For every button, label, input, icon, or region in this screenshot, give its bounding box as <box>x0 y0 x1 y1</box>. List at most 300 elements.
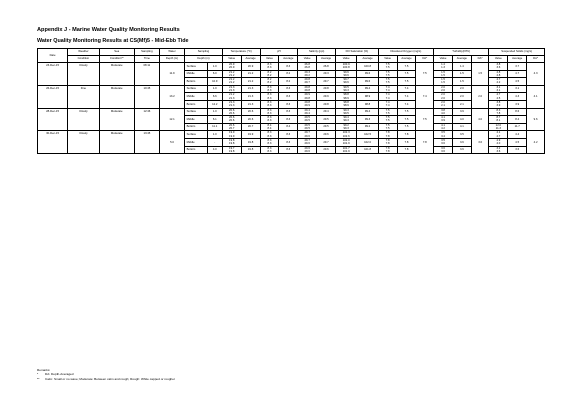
sampling-time-cell: 12:46 <box>134 108 159 131</box>
temperature-values-reading: 19.8 <box>229 149 235 153</box>
suspended-solids-values <box>489 70 508 78</box>
do-saturation-average: 99.6 <box>357 70 378 78</box>
dissolved-oxygen-values-reading: 7.4 <box>385 104 390 108</box>
do-saturation-values <box>335 70 356 78</box>
temperature-values-reading: 21.3 <box>229 96 235 100</box>
ss-value-header: Value <box>489 56 508 63</box>
turbidity-values-reading: 4.0 <box>441 111 445 115</box>
col-temperature: Temperature (°C) <box>222 49 260 56</box>
suspended-solids-values <box>489 78 508 86</box>
temperature-average: 19.9 <box>241 131 260 139</box>
salinity-values-reading: 26.8 <box>304 63 310 67</box>
do-saturation-values-reading: 98.9 <box>343 104 349 108</box>
dissolved-oxygen-average: 7.4 <box>397 100 416 108</box>
ph-values-reading: 8.2 <box>267 81 272 85</box>
depth-level-cell: Surface <box>185 85 208 93</box>
temperature-values-reading: 20.6 <box>229 123 235 127</box>
turbidity-average: 2.0 <box>452 93 471 101</box>
sea-condition-cell: Moderate <box>99 85 134 108</box>
remarks <box>37 368 175 381</box>
do-saturation-values <box>335 138 356 146</box>
do-saturation-average: 99.6 <box>357 78 378 86</box>
dissolved-oxygen-values <box>378 131 397 139</box>
do-saturation-values <box>335 85 356 93</box>
table-row <box>38 131 545 139</box>
turbidity-average: 4.0 <box>452 116 471 124</box>
salinity-average-header: Average <box>317 56 336 63</box>
salinity-values-reading: 29.8 <box>304 85 310 89</box>
dissolved-oxygen-values-reading: 7.5 <box>385 81 390 85</box>
turbidity-values-reading: 1.3 <box>441 66 445 70</box>
do-saturation-values-reading: 102.3 <box>342 131 350 135</box>
ph-values-reading: 8.3 <box>267 134 272 138</box>
depth-level-cell: Middle <box>185 138 208 146</box>
col-date: Date <box>38 49 68 63</box>
suspended-solids-values-reading: 7.8 <box>496 111 501 115</box>
suspended-solids-average: 8.6 <box>508 108 527 116</box>
table-row <box>38 63 545 71</box>
ph-values <box>260 123 279 131</box>
suspended-solids-values-reading: 3.9 <box>496 104 501 108</box>
suspended-solids-values-reading: 3.8 <box>496 63 501 67</box>
ph-value-header: Value <box>260 56 279 63</box>
dissolved-oxygen-values-reading: 7.5 <box>385 127 390 131</box>
salinity-values-reading: 29.9 <box>304 104 310 108</box>
depth-level-cell: Surface <box>185 108 208 116</box>
suspended-solids-average: 3.6 <box>508 146 527 154</box>
date-cell: 28-Dec-15 <box>38 108 68 131</box>
temperature-values-reading: 19.9 <box>229 134 235 138</box>
do-saturation-average: 102.5 <box>357 131 378 139</box>
ph-values-reading: 8.3 <box>267 66 272 70</box>
ph-values-reading: 8.3 <box>267 85 272 89</box>
salinity-values <box>298 100 317 108</box>
temp-value-header: Value <box>222 56 241 63</box>
temperature-values <box>222 131 241 139</box>
do-saturation-values <box>335 131 356 139</box>
do-saturation-values-reading: 100.9 <box>342 63 350 67</box>
ph-values <box>260 108 279 116</box>
temp-average-header: Average <box>241 56 260 63</box>
col-dissolved-oxygen: Dissolved Oxygen (mg/L) <box>378 49 433 56</box>
dissolved-oxygen-values <box>378 100 397 108</box>
ph-values-reading: 8.2 <box>267 78 272 82</box>
sampling-depth-cell: 1.0 <box>207 108 222 116</box>
ph-values-reading: 8.3 <box>267 108 272 112</box>
suspended-solids-values <box>489 100 508 108</box>
turbidity-values-reading: 2.1 <box>441 104 445 108</box>
ph-average: 8.2 <box>279 70 298 78</box>
temperature-values-reading: 21.2 <box>229 70 235 74</box>
sampling-time-cell: 10:45 <box>134 85 159 108</box>
ph-average: 8.3 <box>279 116 298 124</box>
dissolved-oxygen-values-reading: 7.4 <box>385 96 390 100</box>
dissolved-oxygen-values <box>378 108 397 116</box>
dissolved-oxygen-values-reading: 7.4 <box>385 93 390 97</box>
salinity-average: 29.5 <box>317 116 336 124</box>
temperature-values <box>222 70 241 78</box>
temperature-values-reading: 20.6 <box>229 111 235 115</box>
salinity-values <box>298 93 317 101</box>
salinity-values <box>298 131 317 139</box>
salinity-average: 29.8 <box>317 100 336 108</box>
temperature-average: 19.8 <box>241 146 260 154</box>
turbidity-da: 1.5 <box>471 63 489 86</box>
turbidity-average: 2.0 <box>452 85 471 93</box>
col-sampling-depth-sub: Depth (m) <box>185 56 223 63</box>
salinity-values-reading: 29.8 <box>304 89 310 93</box>
salinity-average: 29.3 <box>317 70 336 78</box>
dissolved-oxygen-values <box>378 138 397 146</box>
date-cell: 30-Dec-15 <box>38 131 68 154</box>
dissolved-oxygen-values-reading: 7.4 <box>385 101 390 105</box>
salinity-values-reading: 29.6 <box>304 134 310 138</box>
do-saturation-values <box>335 78 356 86</box>
ph-values-reading: 8.3 <box>267 119 272 123</box>
do-saturation-values <box>335 123 356 131</box>
sea-condition-cell: Moderate <box>99 108 134 131</box>
do-saturation-values <box>335 108 356 116</box>
salinity-values <box>298 138 317 146</box>
turbidity-values-reading: 4.1 <box>441 116 445 120</box>
suspended-solids-average: 4.4 <box>508 131 527 139</box>
ph-average: 8.3 <box>279 63 298 71</box>
salinity-values <box>298 63 317 71</box>
do-saturation-values-reading: 99.5 <box>343 111 349 115</box>
temperature-average: 20.6 <box>241 116 260 124</box>
salinity-values-reading: 29.7 <box>304 131 310 135</box>
appendix-title: Appendix J - Marine Water Quality Monitoring Results <box>37 27 180 33</box>
suspended-solids-values-reading: 3.6 <box>496 149 501 153</box>
do-saturation-values-reading: 99.3 <box>343 108 349 112</box>
ph-values <box>260 63 279 71</box>
dissolved-oxygen-average: 7.5 <box>397 63 416 71</box>
suspended-solids-values-reading: 4.9 <box>496 139 501 143</box>
water-depth-cell: 12.1 <box>159 108 184 131</box>
dissolved-oxygen-average: 7.4 <box>397 85 416 93</box>
do-saturation-values-reading: 101.9 <box>342 142 350 146</box>
temperature-values <box>222 138 241 146</box>
turbidity-average: 4.1 <box>452 123 471 131</box>
salinity-average: 29.6 <box>317 146 336 154</box>
dissolved-oxygen-values <box>378 63 397 71</box>
turbidity-values <box>434 138 453 146</box>
turbidity-average: 3.9 <box>452 108 471 116</box>
do-saturation-values-reading: 101.7 <box>342 146 350 150</box>
ph-values-reading: 8.4 <box>267 127 272 131</box>
do-saturation-values-reading: 99.6 <box>343 70 349 74</box>
salinity-values <box>298 116 317 124</box>
turbidity-da: 3.6 <box>471 131 489 154</box>
sampling-depth-cell: 4.0 <box>207 146 222 154</box>
col-sea-sub: Condition** <box>99 56 134 63</box>
dissolved-oxygen-values-reading: 7.5 <box>385 78 390 82</box>
do-saturation-values-reading: 102.0 <box>342 139 350 143</box>
salinity-values-reading: 29.4 <box>304 111 310 115</box>
date-cell: 23-Dec-15 <box>38 63 68 86</box>
ph-values-reading: 8.3 <box>267 104 272 108</box>
turbidity-values <box>434 100 453 108</box>
ss-average-header: Average <box>508 56 527 63</box>
sampling-depth-cell: 12.2 <box>207 100 222 108</box>
col-suspended-solids: Suspended Solids (mg/L) <box>489 49 545 56</box>
turbidity-values-reading: 3.6 <box>441 149 445 153</box>
salinity-values-reading: 29.5 <box>304 119 310 123</box>
salinity-average: 29.4 <box>317 108 336 116</box>
dissolved-oxygen-average: 7.4 <box>397 93 416 101</box>
temperature-values-reading: 19.8 <box>229 142 235 146</box>
depth-level-cell: Bottom <box>185 100 208 108</box>
do-da-header: DA* <box>416 56 434 63</box>
do-saturation-values <box>335 93 356 101</box>
suspended-solids-values-reading: 3.1 <box>496 85 501 89</box>
ph-values <box>260 138 279 146</box>
ph-values <box>260 146 279 154</box>
dissolved-oxygen-values-reading: 7.5 <box>385 70 390 74</box>
ph-average: 8.3 <box>279 108 298 116</box>
salinity-values-reading: 29.8 <box>304 101 310 105</box>
turbidity-da: 2.0 <box>471 85 489 108</box>
ph-values-reading: 8.3 <box>267 63 272 67</box>
temperature-values-reading: 21.3 <box>229 101 235 105</box>
ph-values <box>260 116 279 124</box>
dissolved-oxygen-values-reading: 7.5 <box>385 116 390 120</box>
ph-average: 8.3 <box>279 85 298 93</box>
weather-cell: Cloudy <box>68 131 99 154</box>
water-depth-cell: 11.9 <box>159 63 184 86</box>
turbidity-values-reading: 4.2 <box>441 127 445 131</box>
salinity-average: 29.9 <box>317 93 336 101</box>
suspended-solids-values-reading: 3.1 <box>496 89 501 93</box>
salinity-average: 26.8 <box>317 63 336 71</box>
temperature-values-reading: 20.9 <box>229 66 235 70</box>
temperature-values-reading: 19.9 <box>229 131 235 135</box>
water-quality-table <box>37 48 545 154</box>
ph-average: 8.3 <box>279 131 298 139</box>
dos-value-header: Value <box>335 56 356 63</box>
suspended-solids-values-reading: 4.1 <box>496 131 501 135</box>
temperature-values <box>222 100 241 108</box>
salinity-values <box>298 108 317 116</box>
depth-level-cell: Bottom <box>185 123 208 131</box>
do-saturation-values-reading: 98.8 <box>343 93 349 97</box>
turbidity-values-reading: 2.0 <box>441 96 445 100</box>
turbidity-values-reading: 3.4 <box>441 134 445 138</box>
dissolved-oxygen-values-reading: 7.8 <box>385 139 390 143</box>
dissolved-oxygen-values-reading: 7.5 <box>385 123 390 127</box>
dissolved-oxygen-values <box>378 85 397 93</box>
do-saturation-values-reading: 98.8 <box>343 101 349 105</box>
ph-values-reading: 8.3 <box>267 149 272 153</box>
suspended-solids-values-reading: 4.8 <box>496 73 501 77</box>
temperature-values-reading: 20.7 <box>229 127 235 131</box>
col-turbidity: Turbidity(NTU) <box>434 49 489 56</box>
suspended-solids-da: 9.6 <box>527 108 545 131</box>
ph-values-reading: 8.3 <box>267 93 272 97</box>
temperature-values <box>222 146 241 154</box>
dissolved-oxygen-values-reading: 7.5 <box>385 108 390 112</box>
do-saturation-values <box>335 100 356 108</box>
sampling-depth-cell: 1.0 <box>207 85 222 93</box>
suspended-solids-values <box>489 138 508 146</box>
suspended-solids-average: 11.7 <box>508 123 527 131</box>
salinity-values-reading: 29.7 <box>304 139 310 143</box>
do-saturation-values-reading: 99.6 <box>343 73 349 77</box>
turbidity-average: 3.5 <box>452 131 471 139</box>
sea-condition-cell: Moderate <box>99 63 134 86</box>
salinity-values-reading: 29.4 <box>304 108 310 112</box>
ph-values-reading: 8.3 <box>267 116 272 120</box>
do-saturation-values <box>335 63 356 71</box>
suspended-solids-average: 8.4 <box>508 116 527 124</box>
dissolved-oxygen-da: 7.5 <box>416 108 434 131</box>
salinity-values-reading: 29.3 <box>304 70 310 74</box>
dissolved-oxygen-values <box>378 93 397 101</box>
temperature-values <box>222 116 241 124</box>
temperature-average: 20.7 <box>241 123 260 131</box>
do-saturation-average: 98.9 <box>357 93 378 101</box>
turbidity-average: 1.5 <box>452 78 471 86</box>
dissolved-oxygen-da: 7.4 <box>416 85 434 108</box>
suspended-solids-values-reading: 3.8 <box>496 101 501 105</box>
temperature-values <box>222 108 241 116</box>
turbidity-average: 1.4 <box>452 63 471 71</box>
depth-level-cell: Bottom <box>185 78 208 86</box>
ph-average: 8.3 <box>279 138 298 146</box>
temperature-values-reading: 21.3 <box>229 104 235 108</box>
suspended-solids-values <box>489 123 508 131</box>
ph-values-reading: 8.4 <box>267 123 272 127</box>
suspended-solids-average: 4.5 <box>508 138 527 146</box>
suspended-solids-values-reading: 4.7 <box>496 93 501 97</box>
salinity-values-reading: 29.9 <box>304 93 310 97</box>
temperature-values-reading: 21.3 <box>229 85 235 89</box>
do-value-header: Value <box>378 56 397 63</box>
turbidity-average: 3.6 <box>452 146 471 154</box>
table-header <box>38 49 545 63</box>
col-weather: Weather <box>68 49 99 56</box>
turbidity-values-reading: 3.5 <box>441 139 445 143</box>
turbidity-average: 3.6 <box>452 138 471 146</box>
sampling-depth-cell: 11.1 <box>207 123 222 131</box>
turbidity-values <box>434 85 453 93</box>
depth-level-cell: Middle <box>185 70 208 78</box>
do-saturation-values-reading: 98.9 <box>343 96 349 100</box>
salinity-values-reading: 29.6 <box>304 149 310 153</box>
do-saturation-values <box>335 116 356 124</box>
turb-value-header: Value <box>434 56 453 63</box>
suspended-solids-values-reading: 4.7 <box>496 134 501 138</box>
turbidity-values <box>434 123 453 131</box>
do-saturation-average: 100.8 <box>357 63 378 71</box>
salinity-values-reading: 29.5 <box>304 127 310 131</box>
suspended-solids-values-reading: 3.6 <box>496 66 501 70</box>
do-saturation-values-reading: 99.3 <box>343 127 349 131</box>
dissolved-oxygen-values-reading: 7.8 <box>385 131 390 135</box>
table-subtitle: Water Quality Monitoring Results at CS(Mf)5 - Mid-Ebb Tide <box>37 38 189 44</box>
dissolved-oxygen-values-reading: 7.4 <box>385 89 390 93</box>
ph-values-reading: 8.2 <box>267 73 272 77</box>
col-sampling-depth: Sampling <box>185 49 223 56</box>
salinity-average: 29.7 <box>317 138 336 146</box>
dissolved-oxygen-average: 7.8 <box>397 138 416 146</box>
table-row <box>38 108 545 116</box>
turbidity-average: 1.5 <box>452 70 471 78</box>
turbidity-values-reading: 1.5 <box>441 70 445 74</box>
salinity-values-reading: 29.8 <box>304 96 310 100</box>
ph-values <box>260 100 279 108</box>
suspended-solids-values-reading: 4.0 <box>496 142 501 146</box>
sampling-depth-cell: 10.9 <box>207 78 222 86</box>
dissolved-oxygen-values <box>378 70 397 78</box>
temperature-average: 19.8 <box>241 138 260 146</box>
temperature-average: 21.2 <box>241 78 260 86</box>
do-saturation-average: 98.8 <box>357 100 378 108</box>
do-saturation-values-reading: 101.9 <box>342 149 350 153</box>
turbidity-values-reading: 3.9 <box>441 119 445 123</box>
suspended-solids-values-reading: 8.7 <box>496 116 501 120</box>
temperature-values-reading: 20.6 <box>229 108 235 112</box>
remark-mark-2: ** <box>37 376 40 381</box>
ph-values-reading: 8.3 <box>267 131 272 135</box>
temperature-values <box>222 78 241 86</box>
suspended-solids-average: 4.7 <box>508 70 527 78</box>
salinity-average: 29.5 <box>317 123 336 131</box>
sampling-depth-cell: 1.0 <box>207 131 222 139</box>
suspended-solids-da: 4.3 <box>527 63 545 86</box>
suspended-solids-values <box>489 116 508 124</box>
suspended-solids-values-reading: 11.3 <box>495 127 501 131</box>
sea-condition-cell: Moderate <box>99 131 134 154</box>
do-saturation-values-reading: 99.4 <box>343 116 349 120</box>
suspended-solids-values <box>489 85 508 93</box>
ph-values-reading: 8.3 <box>267 139 272 143</box>
dissolved-oxygen-values-reading: 7.5 <box>385 66 390 70</box>
dissolved-oxygen-values-reading: 7.5 <box>385 111 390 115</box>
dissolved-oxygen-values-reading: 7.8 <box>385 134 390 138</box>
suspended-solids-average: 3.9 <box>508 100 527 108</box>
suspended-solids-average: 3.7 <box>508 63 527 71</box>
ph-values <box>260 93 279 101</box>
do-saturation-values-reading: 99.2 <box>343 123 349 127</box>
dissolved-oxygen-average: 7.5 <box>397 123 416 131</box>
turbidity-values-reading: 3.8 <box>441 108 445 112</box>
dissolved-oxygen-values <box>378 123 397 131</box>
salinity-value-header: Value <box>298 56 317 63</box>
depth-level-cell: Middle <box>185 93 208 101</box>
salinity-values-reading: 29.2 <box>304 73 310 77</box>
temperature-average: 21.3 <box>241 93 260 101</box>
suspended-solids-values-reading: 4.8 <box>496 70 501 74</box>
turbidity-values-reading: 1.4 <box>441 63 445 67</box>
ph-values <box>260 85 279 93</box>
do-saturation-average: 99.4 <box>357 108 378 116</box>
weather-cell: Cloudy <box>68 63 99 86</box>
turbidity-values-reading: 2.0 <box>441 101 445 105</box>
temperature-values-reading: 21.2 <box>229 78 235 82</box>
col-do-saturation: DO Saturation (%) <box>335 49 378 56</box>
remark-mark-1: * <box>37 372 39 377</box>
ph-values-reading: 8.2 <box>267 70 272 74</box>
dissolved-oxygen-values-reading: 7.5 <box>385 73 390 77</box>
turbidity-values-reading: 3.6 <box>441 146 445 150</box>
dissolved-oxygen-values-reading: 7.5 <box>385 63 390 67</box>
turbidity-values-reading: 3.6 <box>441 142 445 146</box>
temperature-values-reading: 19.8 <box>229 139 235 143</box>
dissolved-oxygen-average: 7.5 <box>397 70 416 78</box>
ph-average: 8.3 <box>279 93 298 101</box>
turbidity-values-reading: 1.5 <box>441 73 445 77</box>
